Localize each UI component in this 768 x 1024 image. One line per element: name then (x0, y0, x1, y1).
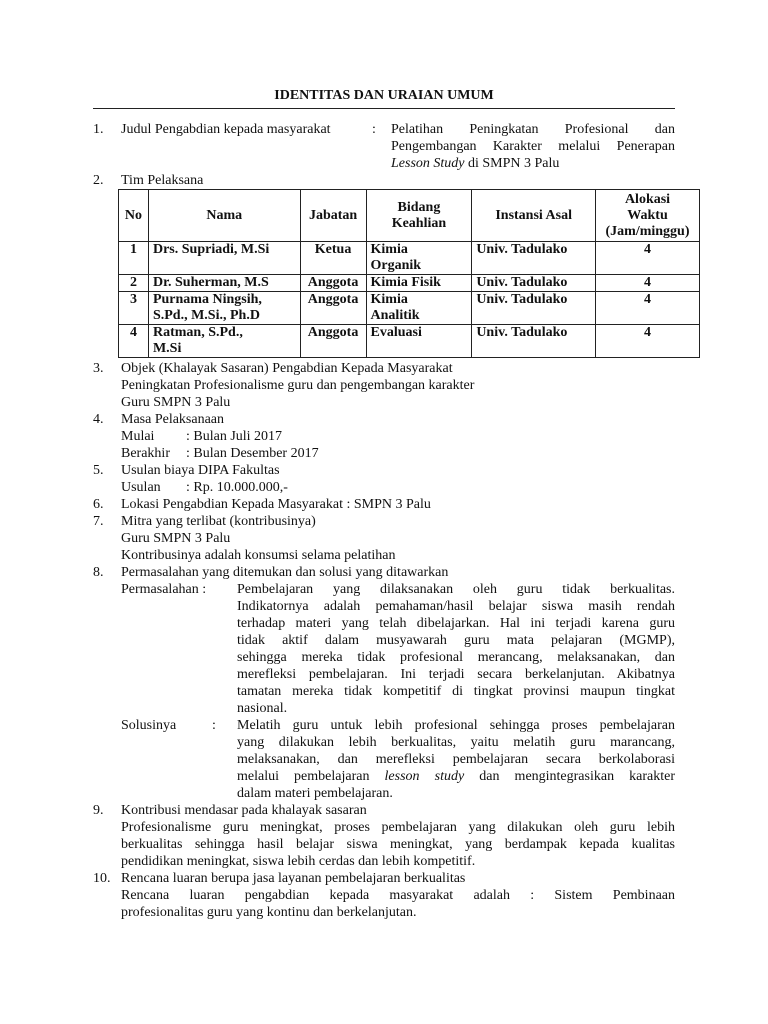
section-3-line-2: Guru SMPN 3 Palu (121, 395, 231, 410)
solusinya-line: Melatih guru untuk lebih profesional sehingga proses pembelajaran (237, 718, 675, 733)
row-nama-line-2: S.Pd., M.Si., Ph.D (152, 308, 260, 323)
row-bidang-line-2: Analitik (370, 308, 420, 323)
lesson-study-term: Lesson Study (391, 156, 465, 171)
row-alokasi: 4 (596, 325, 700, 358)
row-bidang-line-1: Kimia (370, 292, 408, 307)
permasalahan-line: tidak aktif dalam musyawarah guru mata pelajaran (MGMP), (237, 633, 675, 648)
row-nama-line-1: Dr. Suherman, M.S (152, 275, 269, 290)
permasalahan-line: terhadap materi yang telah dibelajarkan. Hal ini terjadi karena guru (237, 616, 675, 631)
usulan-label: Usulan (121, 480, 161, 495)
row-bidang-line-2: Organik (370, 258, 422, 273)
page-title: IDENTITAS DAN URAIAN UMUM (274, 88, 494, 103)
section-5-label: Usulan biaya DIPA Fakultas (121, 463, 280, 478)
section-10-line-1: Rencana luaran pengabdian kepada masyarakat adalah : Sistem Pembinaan (121, 888, 675, 903)
row-nama (148, 292, 300, 325)
row-no: 2 (119, 275, 149, 292)
table-row (119, 275, 700, 292)
solusinya-line: dalam materi pembelajaran. (237, 786, 393, 801)
row-alokasi: 4 (596, 242, 700, 275)
permasalahan-line: Indikatornya adalah pemahaman/hasil belajar siswa masih rendah (237, 599, 675, 614)
section-10-line-2: profesionalitas guru yang kontinu dan berkelanjutan. (121, 905, 417, 920)
permasalahan-line: Pembelajaran yang dilaksanakan oleh guru tidak berkualitas. (237, 582, 675, 597)
solusinya-line-4-b: dan mengintegrasikan karakter (464, 769, 676, 784)
table-row (119, 242, 700, 275)
row-nama (148, 242, 300, 275)
row-jabatan: Anggota (300, 275, 366, 292)
usulan-value: : Rp. 10.000.000,- (186, 480, 288, 495)
section-1-title-line-3-rest: di SMPN 3 Palu (464, 156, 560, 171)
mulai-value: : Bulan Juli 2017 (186, 429, 283, 444)
mulai-label: Mulai (121, 429, 155, 444)
row-no: 1 (119, 242, 149, 275)
row-instansi: Univ. Tadulako (472, 325, 596, 358)
section-1-colon: : (372, 122, 376, 137)
permasalahan-line: sehingga mereka tidak profesional merancang, melaksanakan, dan (237, 650, 675, 665)
section-4-number: 4. (93, 412, 104, 427)
solusinya-line-4-a: melalui pembelajaran (237, 769, 385, 784)
section-6-number: 6. (93, 497, 104, 512)
row-no: 3 (119, 292, 149, 325)
section-10-label: Rencana luaran berupa jasa layanan pembelajaran berkualitas (121, 871, 466, 886)
section-3-label: Objek (Khalayak Sasaran) Pengabdian Kepada Masyarakat (121, 361, 453, 376)
section-7-line-2: Kontribusinya adalah konsumsi selama pelatihan (121, 548, 396, 563)
header-no: No (119, 190, 149, 242)
row-no: 4 (119, 325, 149, 358)
section-10-number: 10. (93, 871, 111, 886)
row-instansi: Univ. Tadulako (472, 292, 596, 325)
row-nama (148, 275, 300, 292)
permasalahan-line: merefleksi pembelajaran. Ini terjadi secara berkelanjutan. Akibatnya (237, 667, 675, 682)
solusinya-label: Solusinya (121, 718, 177, 733)
header-bidang-line-1: Bidang (397, 199, 441, 215)
row-bidang-line-1: Evaluasi (370, 325, 422, 340)
row-bidang (366, 325, 472, 358)
header-bidang-line-2: Keahlian (391, 215, 447, 231)
table-row (119, 292, 700, 325)
section-2-number: 2. (93, 173, 104, 188)
row-jabatan: Anggota (300, 325, 366, 358)
section-9-line: Profesionalisme guru meningkat, proses pembelajaran yang dilakukan oleh guru lebih (121, 820, 675, 835)
section-9-line: pendidikan meningkat, siswa lebih cerdas dan lebih kompetitif. (121, 854, 476, 869)
solusinya-line: yang dilakukan lebih berkualitas, yaitu melatih guru marancang, (237, 735, 675, 750)
row-nama-line-1: Purnama Ningsih, (152, 292, 262, 307)
row-instansi: Univ. Tadulako (472, 242, 596, 275)
row-nama-line-1: Ratman, S.Pd., (152, 325, 243, 340)
team-table (118, 189, 700, 358)
lesson-study-term: lesson study (384, 769, 465, 784)
berakhir-value: : Bulan Desember 2017 (186, 446, 319, 461)
header-nama: Nama (148, 190, 300, 242)
title-divider (93, 108, 675, 109)
row-bidang-line-1: Kimia (370, 242, 408, 257)
section-8-number: 8. (93, 565, 104, 580)
section-6-label: Lokasi Pengabdian Kepada Masyarakat : SMPN 3 Palu (121, 497, 431, 512)
header-alokasi-line-1: Alokasi (624, 191, 671, 207)
row-nama-line-1: Drs. Supriadi, M.Si (152, 242, 270, 257)
section-7-line-1: Guru SMPN 3 Palu (121, 531, 231, 546)
section-9-label: Kontribusi mendasar pada khalayak sasaran (121, 803, 367, 818)
section-1-label: Judul Pengabdian kepada masyarakat (121, 122, 331, 137)
header-alokasi-line-3: (Jam/minggu) (605, 223, 690, 239)
section-1-title-line-3 (391, 155, 559, 172)
row-bidang-line-1: Kimia Fisik (370, 275, 441, 290)
berakhir-label: Berakhir (121, 446, 170, 461)
header-jabatan: Jabatan (300, 190, 366, 242)
section-8-label: Permasalahan yang ditemukan dan solusi yang ditawarkan (121, 565, 449, 580)
header-alokasi-line-2: Waktu (627, 207, 668, 223)
row-jabatan: Ketua (300, 242, 366, 275)
header-bidang-keahlian (366, 190, 472, 242)
section-1-number: 1. (93, 122, 104, 137)
row-bidang (366, 242, 472, 275)
section-7-label: Mitra yang terlibat (kontribusinya) (121, 514, 316, 529)
team-table-header (119, 190, 700, 242)
header-alokasi (596, 190, 700, 242)
permasalahan-label: Permasalahan : (121, 582, 207, 597)
section-3-number: 3. (93, 361, 104, 376)
section-5-number: 5. (93, 463, 104, 478)
section-2-label: Tim Pelaksana (121, 173, 204, 188)
row-nama-line-2: M.Si (152, 341, 182, 356)
table-row (119, 325, 700, 358)
solusinya-colon: : (212, 718, 216, 733)
row-alokasi: 4 (596, 275, 700, 292)
row-bidang (366, 275, 472, 292)
section-1-title-line-2: Pengembangan Karakter melalui Penerapan (391, 139, 675, 154)
row-jabatan: Anggota (300, 292, 366, 325)
section-3-line-1: Peningkatan Profesionalisme guru dan pengembangan karakter (121, 378, 475, 393)
permasalahan-line: tamatan mereka tidak kompetitif di tingkat provinsi maupun tingkat (237, 684, 675, 699)
row-bidang (366, 292, 472, 325)
row-alokasi: 4 (596, 292, 700, 325)
section-9-number: 9. (93, 803, 104, 818)
permasalahan-line: nasional. (237, 701, 288, 716)
solusinya-line (237, 768, 675, 785)
header-instansi: Instansi Asal (472, 190, 596, 242)
row-instansi: Univ. Tadulako (472, 275, 596, 292)
section-4-label: Masa Pelaksanaan (121, 412, 225, 427)
section-9-line: berkualitas sehingga hasil belajar siswa meningkat, yang berdampak kepada kualitas (121, 837, 675, 852)
section-1-title-line-1: Pelatihan Peningkatan Profesional dan (391, 122, 675, 137)
solusinya-line: melaksanakan, dan merefleksi pembelajaran secara berkolaborasi (237, 752, 675, 767)
section-7-number: 7. (93, 514, 104, 529)
row-nama (148, 325, 300, 358)
